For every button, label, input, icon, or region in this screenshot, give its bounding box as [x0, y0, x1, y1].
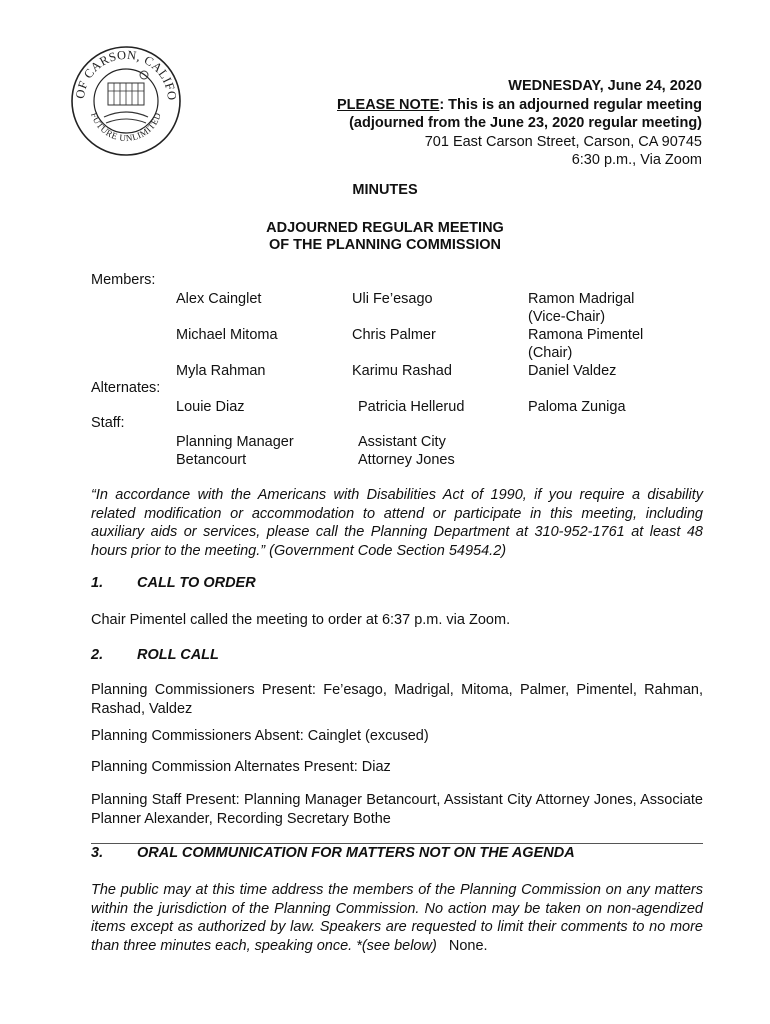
svg-text:CITY OF CARSON, CALIFORNIA: OF CARSON, CALIFO [72, 47, 180, 102]
note-text: : This is an adjourned regular meeting [439, 96, 702, 113]
roll-call-absent: Planning Commissioners Absent: Cainglet (excused) [91, 728, 429, 744]
section-divider [91, 843, 703, 844]
call-to-order-text: Chair Pimentel called the meeting to order at 6:37 p.m. via Zoom. [91, 612, 511, 628]
staff-name: Planning Manager [176, 434, 294, 450]
section-title: ROLL CALL [137, 647, 219, 663]
staff-name: Betancourt [176, 452, 247, 468]
alternates-label: Alternates: [91, 380, 161, 396]
member-name: Chris Palmer [352, 327, 436, 343]
minutes-title: MINUTES [352, 182, 418, 198]
staff-name: Assistant City [358, 434, 446, 450]
member-name: Ramon Madrigal [528, 291, 635, 307]
members-label: Members: [91, 272, 156, 288]
member-name: Alex Cainglet [176, 291, 262, 307]
staff-label: Staff: [91, 415, 125, 431]
member-name: Myla Rahman [176, 363, 266, 379]
meeting-title-line2: OF THE PLANNING COMMISSION [269, 237, 501, 253]
meeting-title-line1: ADJOURNED REGULAR MEETING [266, 220, 504, 236]
section-number: 2. [91, 647, 104, 663]
roll-call-staff: Planning Staff Present: Planning Manager Betancourt, Assistant City Attorney Jones, Associate Planner Alexander, Recording Secretary Bothe [91, 792, 703, 827]
svg-text:FUTURE UNLIMITED: FUTURE UNLIMITED [89, 111, 163, 144]
member-name: Karimu Rashad [352, 363, 452, 379]
note-label: PLEASE NOTE [337, 96, 440, 113]
alternate-name: Louie Diaz [176, 399, 245, 415]
section-number: 1. [91, 575, 104, 591]
section-heading [91, 575, 256, 591]
ada-notice: “In accordance with the Americans with Disabilities Act of 1990, if you require a disability related modification or accommodation to attend or participate in this meeting, including auxiliary aids or services, please call the Planning Department at 310-952-1761 at least 48 hours prior to the meeting.” (Government Code Section 54954.2) [91, 487, 703, 559]
section-heading [91, 845, 575, 861]
member-name: Michael Mitoma [176, 327, 278, 343]
member-name: Daniel Valdez [528, 363, 617, 379]
oral-communication-notice: The public may at this time address the members of the Planning Commission on any matters within the jurisdiction of the Planning Commission. No action may be taken on non-agendized items except as authorized by law. Speakers are requested to limit their comments to no more than three minutes each, speaking once. *(see below) [91, 882, 703, 954]
oral-communication-text [91, 881, 703, 955]
section-number: 3. [91, 845, 104, 861]
meeting-time: 6:30 p.m., Via Zoom [571, 152, 702, 168]
section-title: CALL TO ORDER [137, 575, 256, 591]
roll-call-present: Planning Commissioners Present: Fe’esago, Madrigal, Mitoma, Palmer, Pimentel, Rahman, Rashad, Valdez [91, 682, 703, 717]
adjourned-from: (adjourned from the June 23, 2020 regular meeting) [349, 115, 702, 131]
alternate-name: Paloma Zuniga [528, 399, 626, 415]
city-seal [70, 45, 182, 157]
member-name: Ramona Pimentel [528, 327, 644, 343]
roll-call-alternates: Planning Commission Alternates Present: Diaz [91, 759, 391, 775]
oral-communication-result: None. [448, 937, 488, 954]
alternate-name: Patricia Hellerud [358, 399, 465, 415]
adjourned-note [337, 96, 702, 115]
meeting-date: WEDNESDAY, June 24, 2020 [508, 78, 702, 94]
meeting-header [337, 77, 702, 170]
meeting-address: 701 East Carson Street, Carson, CA 90745 [424, 133, 702, 150]
section-title: ORAL COMMUNICATION FOR MATTERS NOT ON THE AGENDA [137, 845, 575, 861]
staff-name: Attorney Jones [358, 452, 455, 468]
member-role: (Vice-Chair) [528, 309, 606, 325]
member-role: (Chair) [528, 345, 573, 361]
member-name: Uli Fe’esago [352, 291, 433, 307]
section-heading [91, 647, 219, 663]
